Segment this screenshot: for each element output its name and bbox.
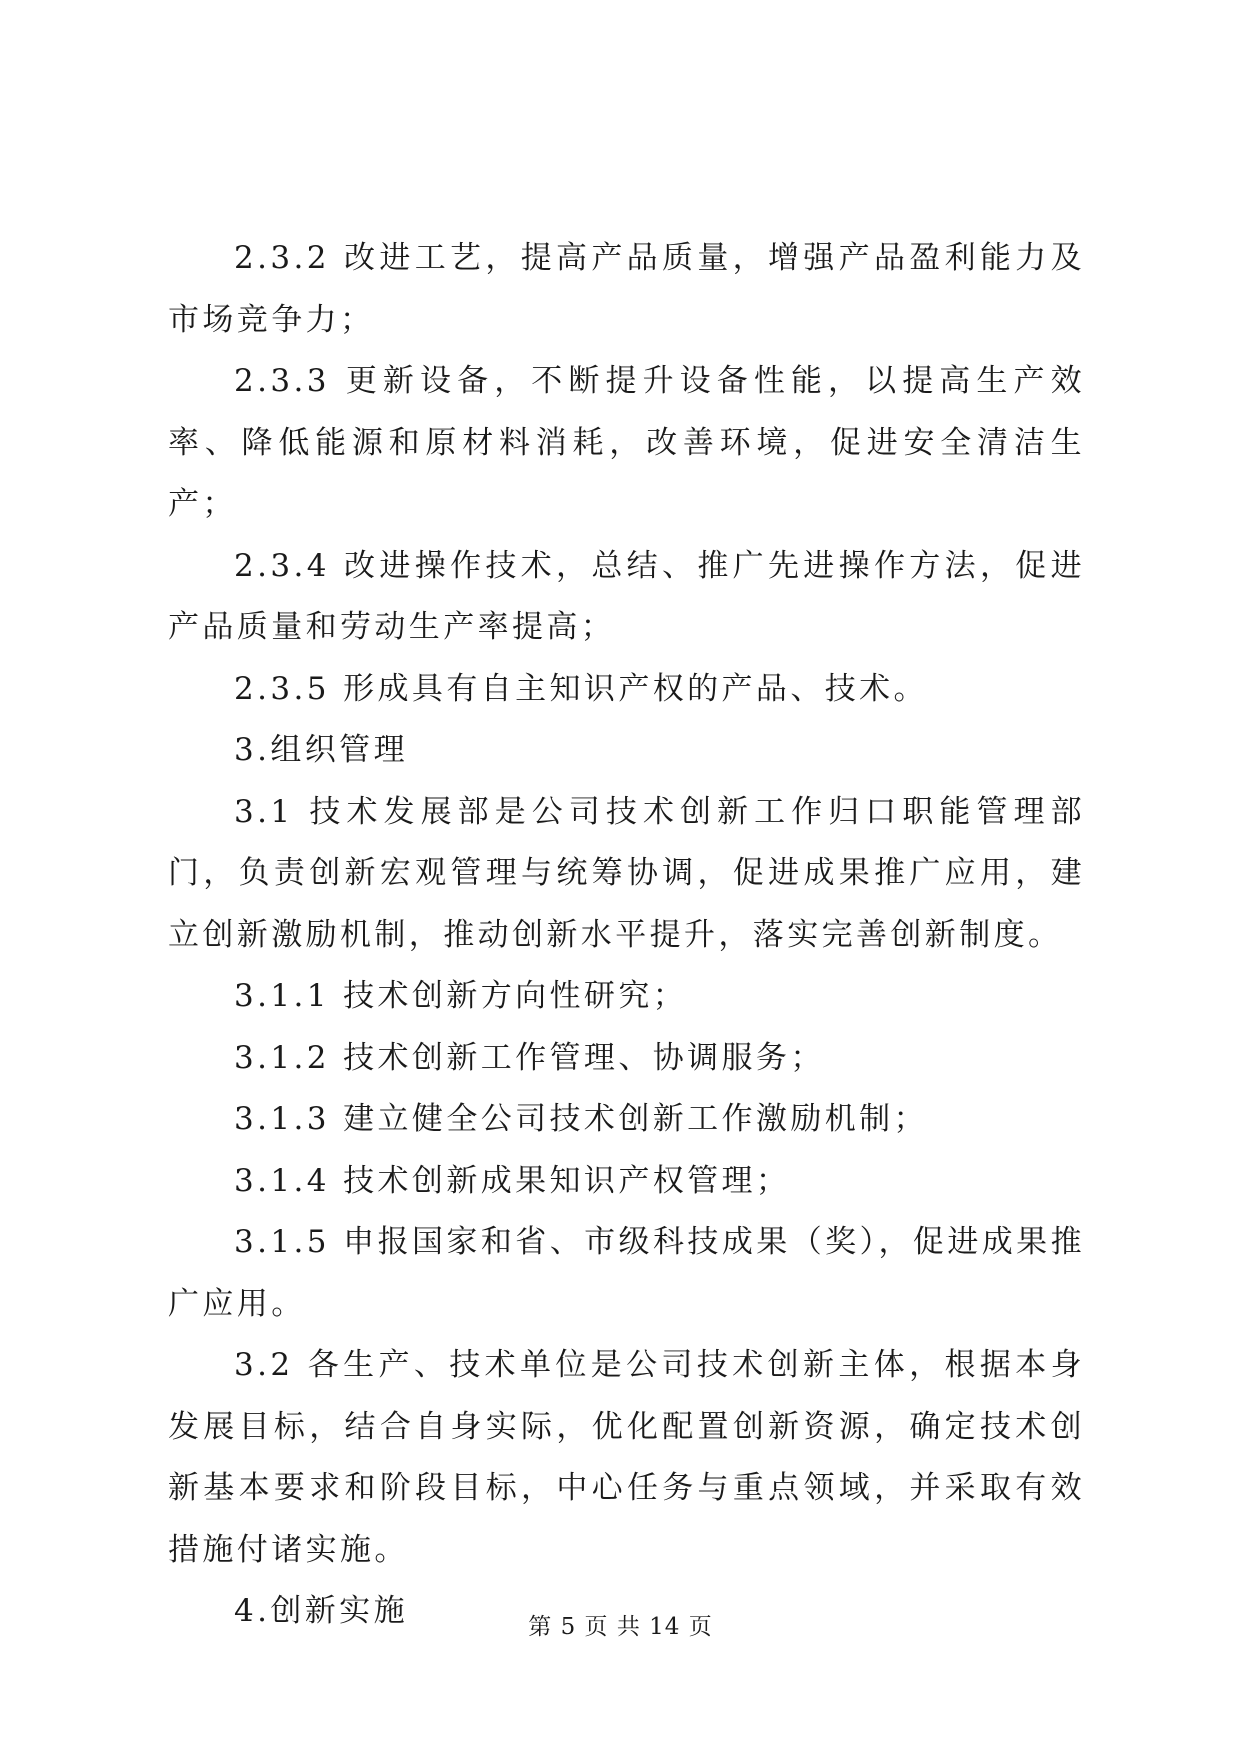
- paragraph-2-3-5: 2.3.5 形成具有自主知识产权的产品、技术。: [234, 670, 928, 707]
- paragraph-3-1-2: 3.1.2 技术创新工作管理、协调服务；: [234, 1039, 825, 1076]
- section-heading-3: 3.组织管理: [234, 732, 408, 768]
- paragraph-2-3-3: 2.3.3 更新设备，不断提升设备性能，以提高生产效率、降低能源和原材料消耗，改善环境，促进安全清洁生产；: [168, 363, 1085, 522]
- paragraph-3-2: 3.2 各生产、技术单位是公司技术创新主体，根据本身发展目标，结合自身实际，优化配置创新资源，确定技术创新基本要求和阶段目标，中心任务与重点领域，并采取有效措施付诸实施。: [168, 1347, 1085, 1568]
- paragraph-2-3-4: 2.3.4 改进操作技术，总结、推广先进操作方法，促进产品质量和劳动生产率提高；: [168, 547, 1085, 645]
- paragraph-2-3-2: 2.3.2 改进工艺，提高产品质量，增强产品盈利能力及市场竞争力；: [168, 240, 1085, 338]
- paragraph-3-1-1: 3.1.1 技术创新方向性研究；: [234, 978, 688, 1014]
- paragraph-3-1-3: 3.1.3 建立健全公司技术创新工作激励机制；: [234, 1101, 928, 1137]
- paragraph-3-1-5: 3.1.5 申报国家和省、市级科技成果（奖），促进成果推广应用。: [168, 1224, 1085, 1322]
- paragraph-3-1: 3.1 技术发展部是公司技术创新工作归口职能管理部门，负责创新宏观管理与统筹协调，促进成果推广应用，建立创新激励机制，推动创新水平提升，落实完善创新制度。: [168, 793, 1085, 953]
- page-number-footer: 第 5 页 共 14 页: [528, 1614, 713, 1640]
- paragraph-3-1-4: 3.1.4 技术创新成果知识产权管理；: [234, 1162, 791, 1199]
- section-heading-4: 4.创新实施: [234, 1593, 408, 1629]
- document-body: [168, 228, 1085, 1643]
